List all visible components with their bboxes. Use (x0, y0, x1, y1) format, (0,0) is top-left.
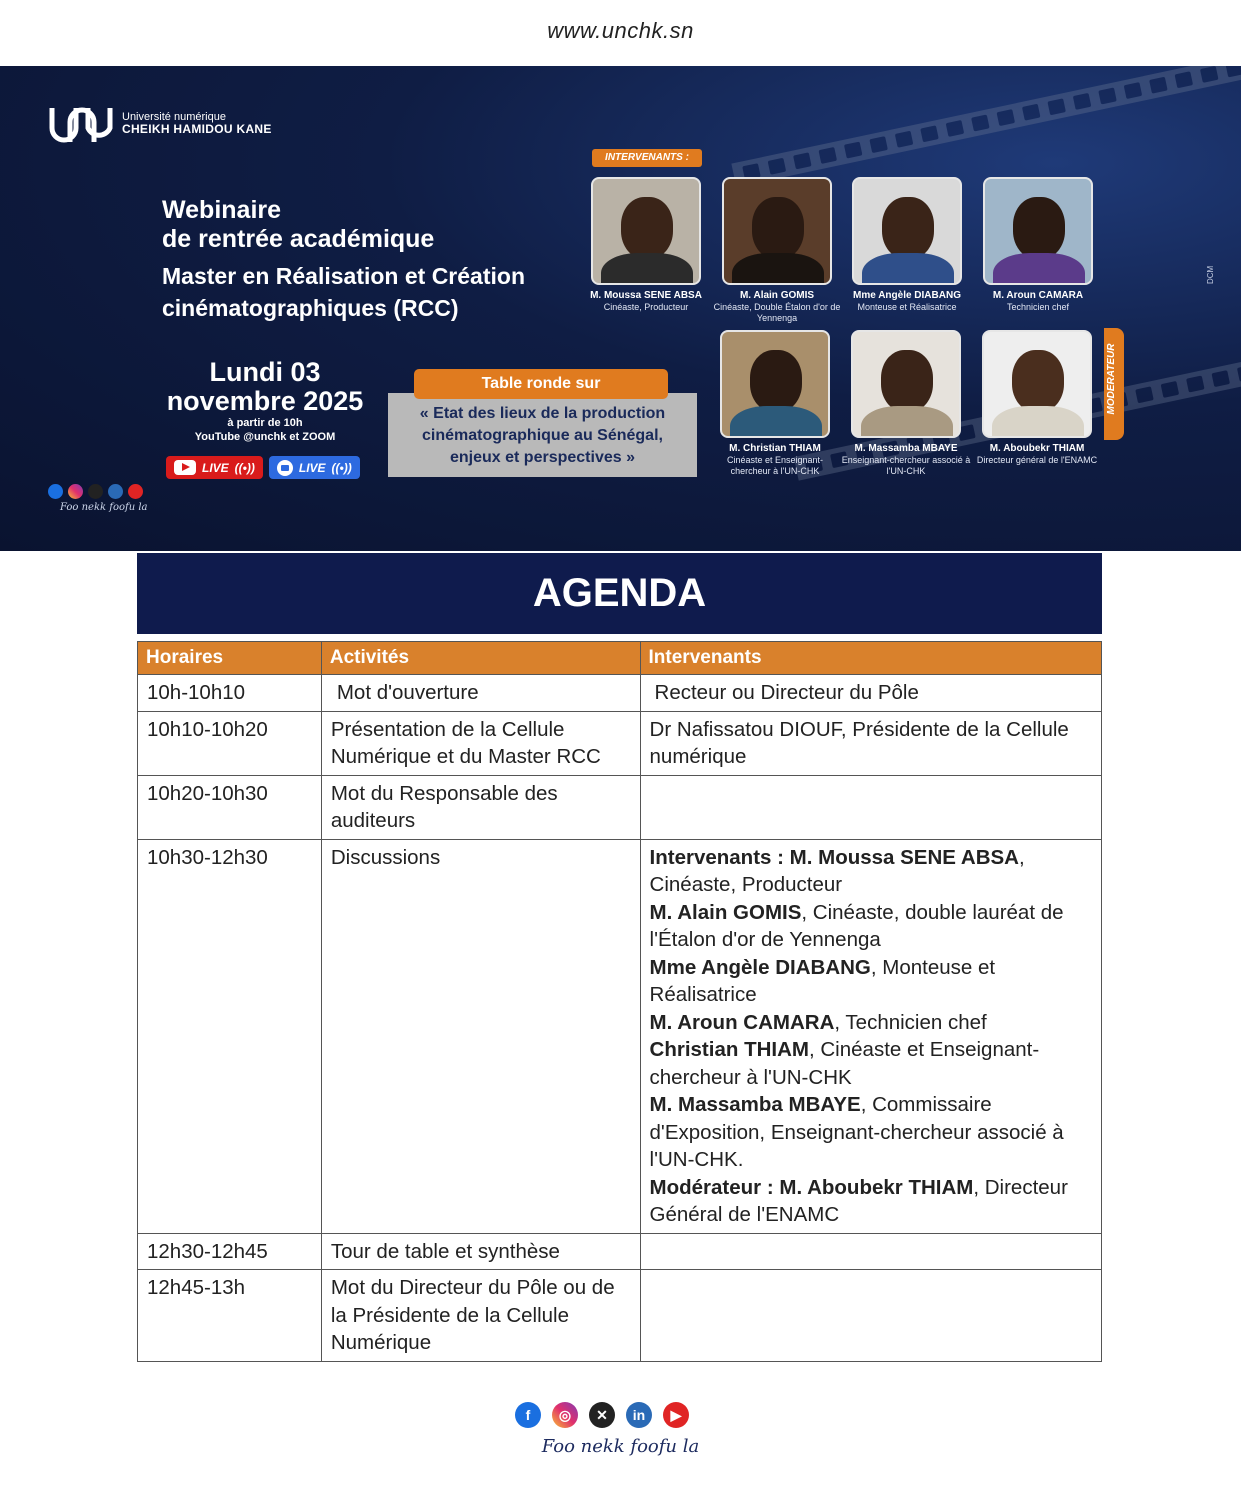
activity-cell: Présentation de la Cellule Numérique et du Master RCC (321, 711, 640, 775)
linkedin-icon[interactable]: in (626, 1402, 652, 1428)
column-header-intervenants: Intervenants (640, 642, 1101, 675)
speaker-role: Cinéaste, Double Étalon d'or de Yennenga (713, 302, 841, 323)
activity-text: Mot d'ouverture (336, 681, 479, 704)
time-cell: 10h10-10h20 (138, 711, 322, 775)
youtube-live-button[interactable] (166, 456, 263, 479)
speaker-photo (851, 330, 961, 438)
speaker-photo (982, 330, 1092, 438)
time-cell: 10h20-10h30 (138, 775, 322, 839)
panel-entry: Modérateur : M. Aboubekr THIAM, Directeur Général de l'ENAMC (649, 1175, 1068, 1226)
event-time: à partir de 10h (227, 417, 303, 429)
speaker-name: Mme Angèle DIABANG (853, 290, 961, 301)
broadcast-icon: ((•)) (234, 460, 255, 475)
title-line-4: cinématographiques (RCC) (162, 295, 459, 321)
time-cell: 12h45-13h (138, 1270, 322, 1362)
date-line-2: novembre 2025 (166, 386, 364, 416)
footer-slogan: Foo nekk foofu la (541, 1436, 700, 1457)
site-url[interactable]: www.unchk.sn (547, 18, 694, 43)
column-header-activites: Activités (321, 642, 640, 675)
table-row (138, 1270, 1102, 1362)
moderateur-label: MODERATEUR (1106, 343, 1117, 415)
speaker-role: Cinéaste et Enseignant-chercheur à l'UN-CHK (726, 455, 824, 476)
activity-cell: Mot du Responsable des auditeurs (321, 775, 640, 839)
event-channels: YouTube @unchk et ZOOM (194, 431, 336, 443)
speaker-name: M. Moussa SENE ABSA (590, 290, 702, 301)
live-buttons (166, 456, 360, 479)
instagram-icon[interactable] (68, 484, 83, 499)
banner-slogan: Foo nekk foofu la (60, 502, 148, 513)
speaker-name: M. Christian THIAM (729, 443, 821, 454)
speaker-card (581, 177, 711, 313)
date-line-1: Lundi 03 (209, 357, 321, 387)
time-cell: 12h30-12h45 (138, 1233, 322, 1270)
table-ronde-heading: Table ronde sur (414, 369, 668, 399)
banner-social-icons (48, 484, 143, 499)
logo-line-2: CHEIKH HAMIDOU KANE (122, 122, 272, 137)
youtube-icon[interactable] (128, 484, 143, 499)
time-cell: 10h30-12h30 (138, 839, 322, 1233)
speaker-card (842, 177, 972, 313)
zoom-live-label: LIVE (298, 460, 326, 475)
speaker-photo (722, 177, 832, 285)
event-banner (0, 66, 1241, 551)
speaker-cell (640, 675, 1101, 712)
table-row (138, 711, 1102, 775)
logo-line-1: Université numérique (122, 111, 226, 124)
panel-entry: M. Alain GOMIS, Cinéaste, double lauréat de l'Étalon d'or de Yennenga (649, 900, 1064, 951)
speaker-role: Enseignant-chercheur associé à l'UN-CHK (841, 455, 971, 476)
linkedin-icon[interactable] (108, 484, 123, 499)
footer-social-icons (515, 1402, 689, 1428)
speaker-role: Directeur général de l'ENAMC (976, 455, 1098, 465)
table-ronde-text: « Etat des lieux de la production cinématographique au Sénégal, enjeux et perspectives » (388, 393, 697, 477)
speaker-card (841, 330, 971, 477)
x-icon[interactable]: ✕ (589, 1402, 615, 1428)
speaker-name: M. Massamba MBAYE (854, 443, 958, 454)
facebook-icon[interactable]: f (515, 1402, 541, 1428)
unchk-logo-icon (48, 102, 114, 146)
speaker-name: M. Alain GOMIS (739, 290, 815, 301)
speaker-card (973, 177, 1103, 313)
speaker-cell (640, 1270, 1101, 1362)
agenda-table (137, 641, 1102, 1362)
title-line-1: Webinaire (162, 196, 282, 224)
column-header-horaires: Horaires (138, 642, 322, 675)
youtube-live-label: LIVE (202, 460, 229, 475)
agenda-title: AGENDA (137, 553, 1102, 634)
youtube-icon (174, 460, 196, 475)
speaker-card (712, 177, 842, 324)
facebook-icon[interactable] (48, 484, 63, 499)
university-logo (48, 102, 272, 146)
speaker-photo (720, 330, 830, 438)
speaker-photo (591, 177, 701, 285)
speaker-role: Cinéaste, Producteur (603, 302, 689, 312)
activity-cell: Discussions (321, 839, 640, 1233)
table-row (138, 775, 1102, 839)
table-ronde-box (388, 369, 697, 477)
youtube-icon[interactable]: ▶ (663, 1402, 689, 1428)
panel-entry: Intervenants : M. Moussa SENE ABSA, Cinéaste, Producteur (649, 845, 1025, 896)
table-row (138, 839, 1102, 1233)
intervenants-tag: INTERVENANTS : (592, 149, 702, 167)
speaker-text: Recteur ou Directeur du Pôle (654, 681, 919, 704)
speaker-cell (640, 1233, 1101, 1270)
time-cell: 10h-10h10 (138, 675, 322, 712)
panel-entry: Mme Angèle DIABANG, Monteuse et Réalisatrice (649, 955, 996, 1006)
event-date (150, 358, 380, 444)
activity-cell: Tour de table et synthèse (321, 1233, 640, 1270)
title-line-3: Master en Réalisation et Création (162, 263, 525, 289)
panel-entry: M. Massamba MBAYE, Commissaire d'Exposition, Enseignant-chercheur associé à l'UN-CHK. (649, 1093, 1064, 1171)
instagram-icon[interactable]: ◎ (552, 1402, 578, 1428)
speaker-cell: Dr Nafissatou DIOUF, Présidente de la Cellule numérique (640, 711, 1101, 775)
speaker-role: Technicien chef (1006, 302, 1070, 312)
activity-cell: Mot du Directeur du Pôle ou de la Présidente de la Cellule Numérique (321, 1270, 640, 1362)
x-icon[interactable] (88, 484, 103, 499)
speaker-cell (640, 775, 1101, 839)
panel-entry: Christian THIAM, Cinéaste et Enseignant-chercheur à l'UN-CHK (649, 1038, 1040, 1089)
speaker-card (710, 330, 840, 477)
moderateur-tag (1104, 328, 1124, 440)
speaker-name: M. Aboubekr THIAM (989, 443, 1085, 454)
table-row (138, 1233, 1102, 1270)
speaker-card (972, 330, 1102, 466)
speaker-role: Monteuse et Réalisatrice (857, 302, 957, 312)
broadcast-icon: ((•)) (331, 460, 352, 475)
webinar-title (162, 196, 525, 324)
agenda-header-row (138, 642, 1102, 675)
dcm-mark: DCM (1206, 265, 1215, 284)
panel-entry: M. Aroun CAMARA, Technicien chef (649, 1010, 987, 1034)
zoom-icon (277, 460, 293, 476)
speaker-photo (852, 177, 962, 285)
panel-speakers-cell (640, 839, 1101, 1233)
table-row (138, 675, 1102, 712)
activity-cell (321, 675, 640, 712)
speaker-name: M. Aroun CAMARA (992, 290, 1084, 301)
zoom-live-button[interactable] (269, 456, 360, 479)
title-line-2: de rentrée académique (162, 225, 435, 253)
speaker-photo (983, 177, 1093, 285)
